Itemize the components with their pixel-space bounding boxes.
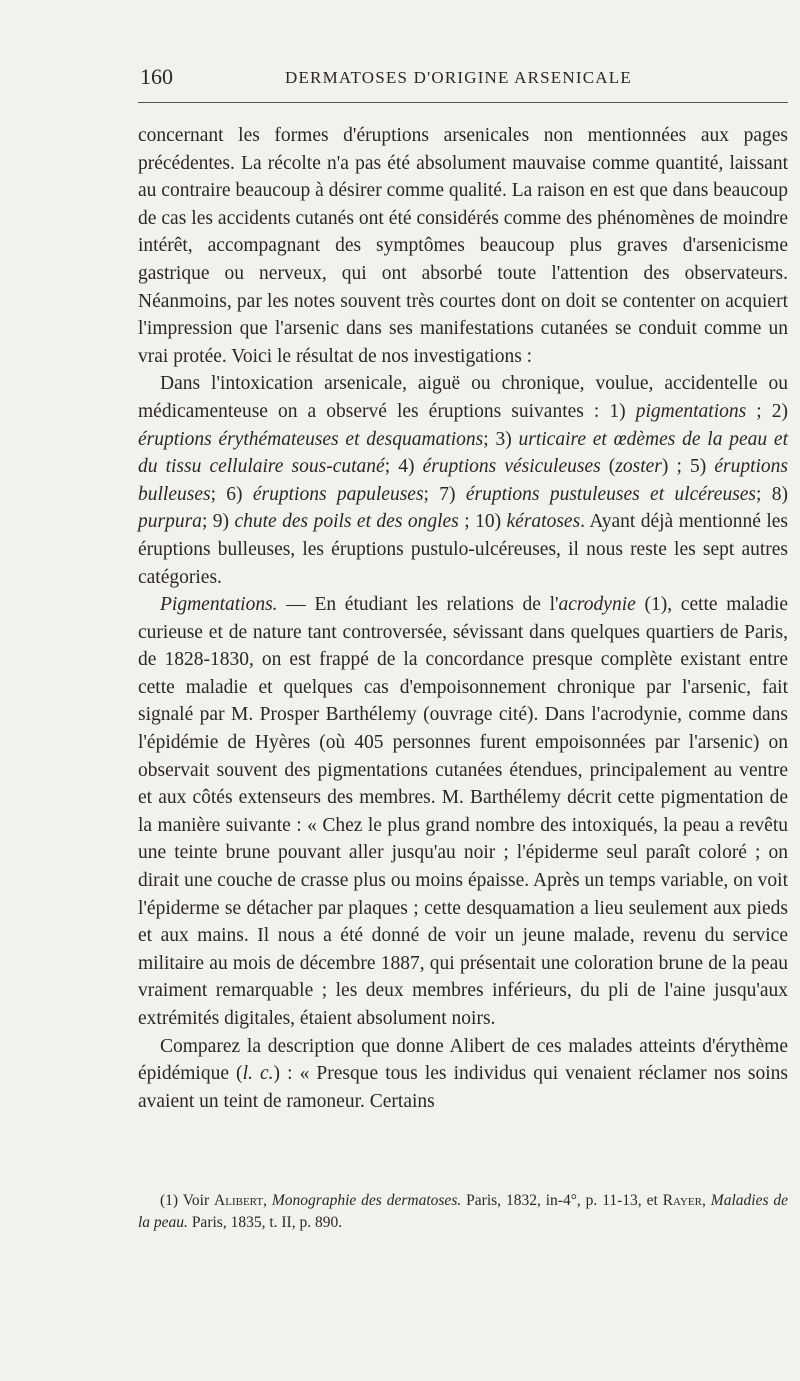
p4-text-a: Comparez la description que donne Alibert de ces malades atteints d'érythème épidémique ( [138, 1035, 788, 1085]
p2-sep-5: ) ; 5) [661, 456, 707, 478]
p2-item-3: urticaire et œdèmes de la peau et du tissu cellulaire sous-cutané [138, 428, 788, 478]
footnote-mark: (1) Voir [160, 1192, 210, 1209]
p2-sep-4: ( [608, 456, 616, 478]
paragraph-2 [138, 370, 788, 591]
paragraph-1 [138, 122, 788, 370]
paragraph-4 [138, 1033, 788, 1116]
p4-text-b: ) : « Presque tous les individus qui venaient réclamer nos soins avaient un teint de ramoneur. Certains [138, 1063, 788, 1112]
paragraph-1-text: concernant les formes d'éruptions arsenicales non mentionnées aux pages précédentes. La récolte n'a pas été absolument mauvaise comme quantité, laissant au contraire beaucoup à désirer comme qualité. La raison en est que dans beaucoup de cas les accidents cutanés ont été considérés comme des phénomènes de moindre intérêt, accompagnant des symptômes beaucoup plus graves d'arsenicisme gastrique ou nerveux, qui ont absorbé toute l'attention des observateurs. Néanmoins, par les notes souvent très courtes dont on doit se contenter on acquiert l'impression que l'arsenic dans ses manifestations cutanées se conduit comme un vrai protée. Voici le résultat de nos investigations : [138, 125, 788, 367]
p2-sep-7: ; 7) [423, 483, 456, 505]
running-title: DERMATOSES D'ORIGINE ARSENICALE [285, 68, 632, 87]
p2-sep-2: ; 3) [483, 428, 512, 450]
p3-italic-acrodynie: acrodynie [558, 594, 636, 616]
p2-end: . Ayant déjà mentionné les éruptions bulleuses, les éruptions pustulo-ulcéreuses, il nous reste les sept autres catégories. [138, 511, 789, 588]
p2-sep-8: ; 8) [756, 483, 789, 505]
p2-item-10: chute des poils et des ongles [234, 511, 459, 533]
p2-intro: Dans l'intoxication arsenicale, aiguë ou chronique, voulue, accidentelle ou médicamenteuse on a observé les éruptions suivantes : 1) [138, 373, 788, 422]
header-rule [138, 102, 788, 103]
p2-item-11: kératoses [506, 511, 581, 533]
p2-item-7: éruptions papuleuses [252, 483, 424, 505]
footnote-author-2: Rayer, [662, 1192, 706, 1209]
p2-sep-1: ; 2) [756, 400, 788, 422]
paragraph-3 [138, 591, 788, 1033]
body-text [138, 122, 788, 1115]
p2-item-9: purpura [138, 511, 202, 533]
section-heading-pigmentations: Pigmentations. [160, 594, 278, 616]
footnotes [138, 1190, 788, 1234]
p2-item-4: éruptions vésiculeuses [422, 456, 601, 478]
p3-text-a: — En étudiant les relations de l' [286, 594, 559, 616]
footnote-rest-1: Paris, 1832, in-4°, p. 11-13, et [466, 1192, 658, 1209]
p2-item-1: pigmentations [635, 400, 747, 422]
page-header [135, 64, 795, 96]
p2-item-8: éruptions pustuleuses et ulcéreuses [465, 483, 757, 505]
page-number: 160 [140, 64, 173, 89]
footnote-1 [138, 1190, 788, 1234]
p2-item-5: zoster [615, 456, 662, 478]
footnote-title-1: Monographie des dermatoses. [271, 1192, 462, 1209]
p2-sep-3: ; 4) [384, 456, 415, 478]
p3-text-b: (1), cette maladie curieuse et de nature tant controversée, sévissant dans quelques quartiers de Paris, de 1828-1830, on est frappé de la concordance presque complète existant entre cette maladie et quelques cas d'empoisonnement chronique par l'arsenic, fait signalé par M. Prosper Barthélemy (ouvrage cité). Dans l'acrodynie, comme dans l'épidémie de Hyères (où 405 personnes furent empoisonnées par l'arsenic) on observait souvent des pigmentations cutanées étendues, principalement au ventre et aux côtés extenseurs des membres. M. Barthélemy décrit cette pigmentation de la manière suivante : « Chez le plus grand nombre des intoxiqués, la peau a revêtu une teinte brune pouvant aller jusqu'au noir ; l'épiderme seul paraît coloré ; on dirait une couche de crasse plus ou moins épaisse. Après un temps variable, on voit l'épiderme se détacher par plaques ; cette desquamation a lieu seulement aux pieds et aux mains. Il nous a été donné de voir un jeune malade, revenu du service militaire au mois de décembre 1887, qui présentait une coloration brune de la peau vraiment remarquable ; les deux membres inférieurs, du pli de l'aine jusqu'aux extrémités digitales, étaient absolument noirs. [138, 594, 789, 1029]
footnote-title-2: Maladies de la peau. [138, 1192, 789, 1231]
p2-sep-6: ; 6) [210, 483, 243, 505]
p2-sep-10: ; 10) [464, 511, 502, 533]
p4-italic-lc: l. c. [242, 1063, 274, 1085]
p2-item-6: éruptions bulleuses [138, 456, 788, 505]
footnote-rest-2: Paris, 1835, t. II, p. 890. [191, 1214, 343, 1231]
p2-sep-9: ; 9) [201, 511, 230, 533]
p2-item-2: éruptions érythémateuses et desquamations [138, 428, 484, 450]
footnote-author-1: Alibert, [214, 1192, 267, 1209]
